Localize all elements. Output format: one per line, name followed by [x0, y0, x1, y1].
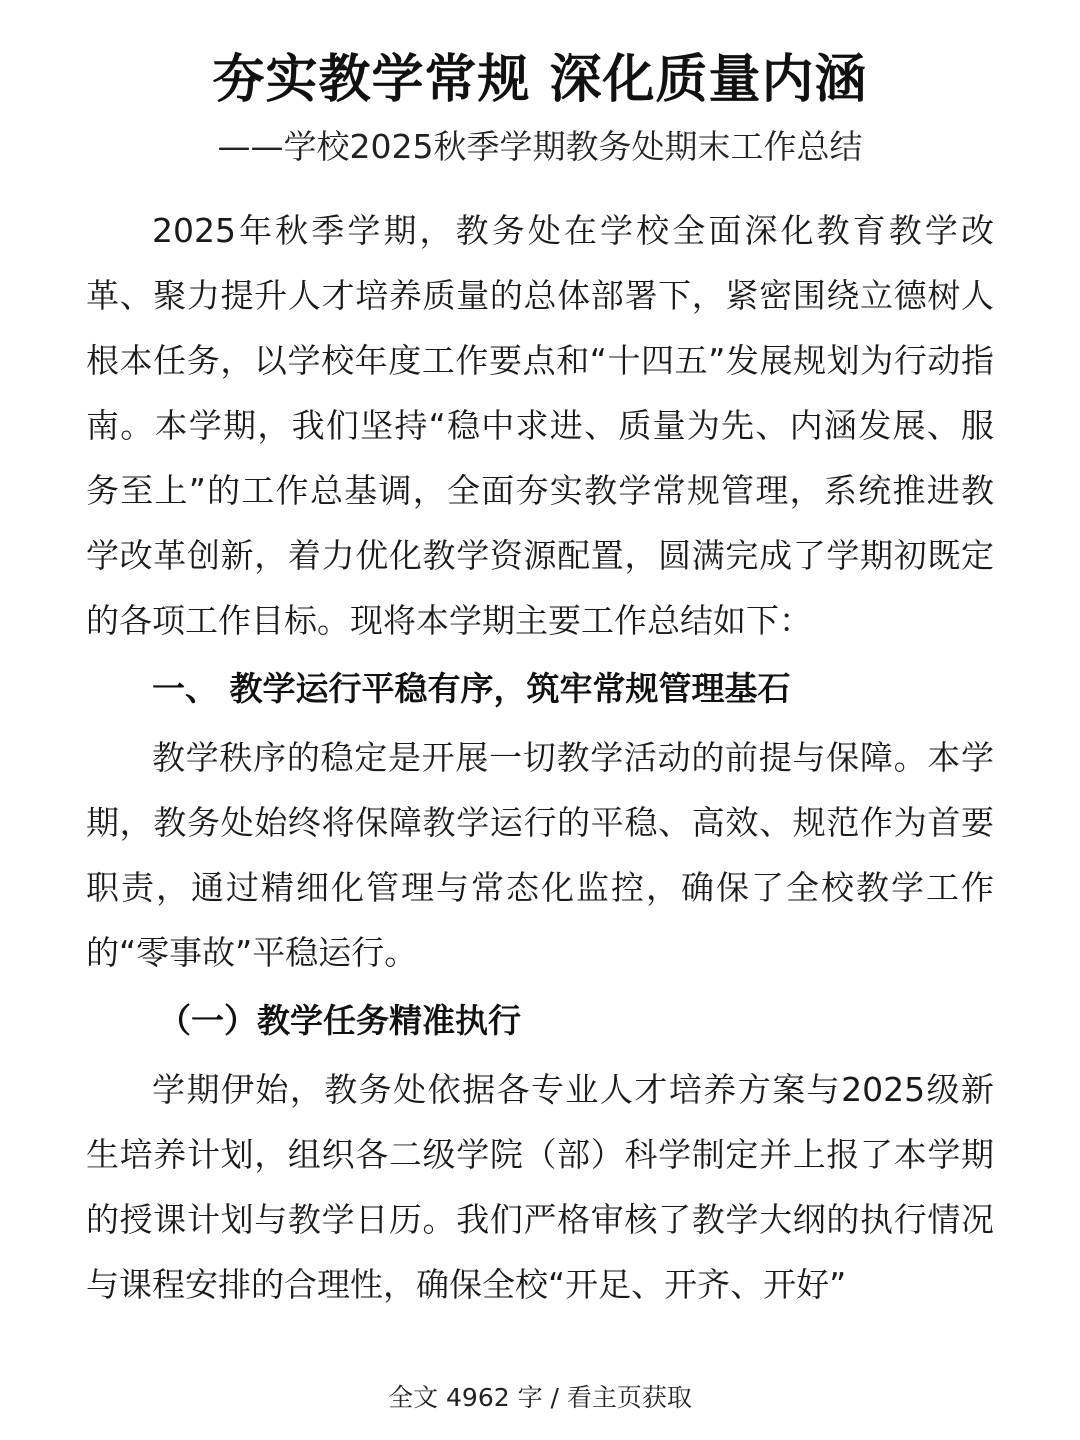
intro-paragraph: 2025年秋季学期，教务处在学校全面深化教育教学改革、聚力提升人才培养质量的总体部署下，紧密围绕立德树人根本任务，以学校年度工作要点和“十四五”发展规划为行动指南。本学期，我们坚持“稳中求进、质量为先、内涵发展、服务至上”的工作总基调，全面夯实教学常规管理，系统推进教学改革创新，着力优化教学资源配置，圆满完成了学期初既定的各项工作目标。现将本学期主要工作总结如下：: [86, 211, 994, 640]
subsection-1-paragraph: 学期伊始，教务处依据各专业人才培养方案与2025级新生培养计划，组织各二级学院（部）科学制定并上报了本学期的授课计划与教学日历。我们严格审核了教学大纲的执行情况与课程安排的合理性，确保全校“开足、开齐、开好”: [86, 1070, 994, 1304]
document-subtitle: ——学校2025秋季学期教务处期末工作总结: [217, 127, 863, 166]
section-1-paragraph: 教学秩序的稳定是开展一切教学活动的前提与保障。本学期，教务处始终将保障教学运行的平稳、高效、规范作为首要职责，通过精细化管理与常态化监控，确保了全校教学工作的“零事故”平稳运行。: [86, 738, 994, 972]
subsection-1-heading: （一）教学任务精准执行: [158, 1001, 521, 1040]
document-title: 夯实教学常规 深化质量内涵: [212, 50, 868, 110]
document-body: [86, 198, 994, 1317]
footer-note: 全文 4962 字 / 看主页获取: [388, 1383, 692, 1412]
section-1-heading: 一、 教学运行平稳有序，筑牢常规管理基石: [152, 669, 791, 708]
